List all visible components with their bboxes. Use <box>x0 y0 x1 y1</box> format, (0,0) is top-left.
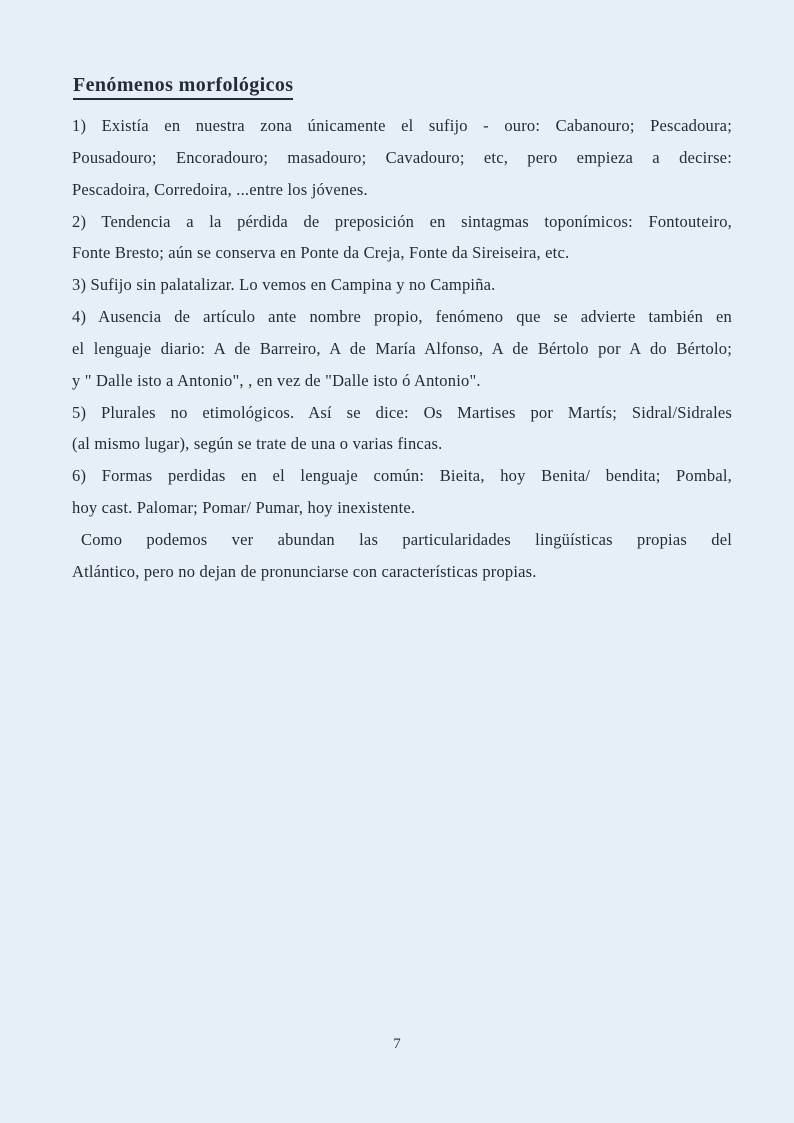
paragraph-3 <box>72 269 732 301</box>
text-line: 4) Ausencia de artículo ante nombre propio, fenómeno que se advierte también en <box>72 307 732 327</box>
page-title: Fenómenos morfológicos <box>73 74 293 100</box>
paragraph-conclusion <box>72 524 732 588</box>
paragraph-5 <box>72 397 732 461</box>
text-line: Fonte Bresto; aún se conserva en Ponte da Creja, Fonte da Sireiseira, etc. <box>72 243 570 263</box>
text-line: Como podemos ver abundan las particularidades lingüísticas propias del <box>81 529 732 549</box>
paragraph-4 <box>72 301 732 397</box>
text-line: 5) Plurales no etimológicos. Así se dice: Os Martises por Martís; Sidral/Sidrales <box>72 402 732 422</box>
text-line: Pescadoira, Corredoira, ...entre los jóvenes. <box>72 179 368 199</box>
text-line: 2) Tendencia a la pérdida de preposición en sintagmas toponímicos: Fontouteiro, <box>72 211 732 231</box>
text-line: y " Dalle isto a Antonio", , en vez de "Dalle isto ó Antonio". <box>72 370 481 390</box>
page-number: 7 <box>393 1036 401 1052</box>
text-line: Pousadouro; Encoradouro; masadouro; Cavadouro; etc, pero empieza a decirse: <box>72 147 732 167</box>
document-body <box>72 110 732 588</box>
text-line: 1) Existía en nuestra zona únicamente el sufijo - ouro: Cabanouro; Pescadoura; <box>72 116 732 135</box>
text-line: el lenguaje diario: A de Barreiro, A de María Alfonso, A de Bértolo por A do Bértolo; <box>72 338 732 358</box>
text-line: 6) Formas perdidas en el lenguaje común: Bieita, hoy Benita/ bendita; Pombal, <box>72 466 732 486</box>
text-line: Atlántico, pero no dejan de pronunciarse con características propias. <box>72 561 537 581</box>
paragraph-2 <box>72 206 732 270</box>
paragraph-1 <box>72 110 732 206</box>
paragraph-6 <box>72 460 732 524</box>
text-line: 3) Sufijo sin palatalizar. Lo vemos en Campina y no Campiña. <box>72 275 496 295</box>
text-line: hoy cast. Palomar; Pomar/ Pumar, hoy inexistente. <box>72 498 416 518</box>
text-line: (al mismo lugar), según se trate de una o varias fincas. <box>72 434 443 454</box>
